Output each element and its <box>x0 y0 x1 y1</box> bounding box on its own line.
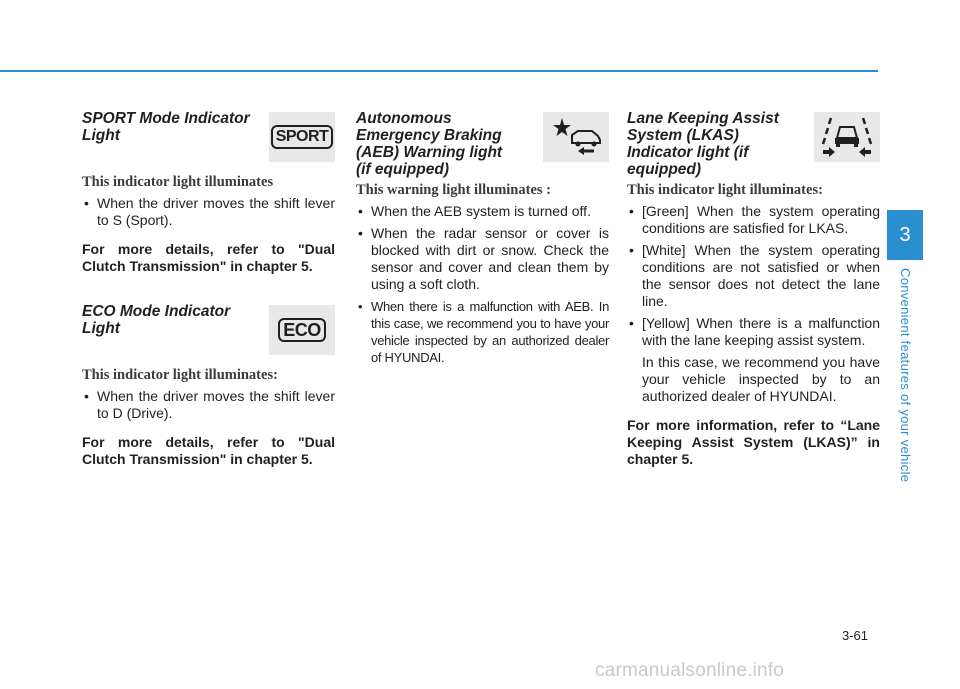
aeb-lead: This warning light illuminates : <box>356 182 551 198</box>
eco-note: For more details, refer to "Dual Clutch Transmission" in chapter 5. <box>82 434 335 467</box>
list-item: • When the driver moves the shift lever to S (Sport). <box>82 195 335 229</box>
list-item: • When the driver moves the shift lever to D (Drive). <box>82 388 335 422</box>
lkas-continuation: In this case, we recommend you have your vehicle inspected by to an authorized dealer of HYUNDAI. <box>642 354 880 404</box>
column-middle <box>356 110 609 371</box>
lkas-car-lanes-icon <box>817 114 877 160</box>
sport-title: SPORT Mode Indicator Light <box>82 110 250 144</box>
list-item: • When the AEB system is turned off. <box>356 203 609 220</box>
lkas-lead: This indicator light illuminates: <box>627 182 823 198</box>
column-right <box>627 110 880 468</box>
list-item: • When there is a malfunction with AEB. In this case, we recommend you to have your vehicle inspected by an authorized dealer of HYUNDAI. <box>356 298 609 366</box>
eco-icon-label: ECO <box>278 318 326 342</box>
chapter-title: Convenient features of your vehicle <box>898 268 913 483</box>
lkas-indicator-icon <box>814 112 880 162</box>
sport-heading <box>82 110 335 166</box>
lkas-title: Lane Keeping Assist System (LKAS) Indicator light (if equipped) <box>627 110 779 178</box>
lkas-heading <box>627 110 880 182</box>
eco-mode-icon <box>269 305 335 355</box>
aeb-warning-icon <box>543 112 609 162</box>
lkas-note: For more information, refer to “Lane Keeping Assist System (LKAS)” in chapter 5. <box>627 417 880 467</box>
column-left <box>82 110 335 468</box>
sport-lead: This indicator light illuminates <box>82 174 274 190</box>
aeb-heading <box>356 110 609 182</box>
aeb-title: Autonomous Emergency Braking (AEB) Warning light (if equipped) <box>356 110 503 178</box>
lkas-list <box>627 203 880 349</box>
list-item: • When the radar sensor or cover is blocked with dirt or snow. Check the sensor and cover and clean them by using a soft cloth. <box>356 225 609 293</box>
eco-heading <box>82 303 335 359</box>
aeb-car-star-icon <box>548 115 604 159</box>
list-item: • [Yellow] When there is a malfunction with the lane keeping assist system. <box>627 315 880 349</box>
list-item: • [Green] When the system operating conditions are satisfied for LKAS. <box>627 203 880 237</box>
page-number: 3-61 <box>842 628 869 643</box>
eco-title: ECO Mode Indicator Light <box>82 303 231 337</box>
sport-note: For more details, refer to "Dual Clutch Transmission" in chapter 5. <box>82 241 335 274</box>
sport-icon-label: SPORT <box>271 125 334 149</box>
aeb-list <box>356 203 609 366</box>
header-rule <box>0 70 878 72</box>
eco-list <box>82 388 335 422</box>
eco-lead: This indicator light illuminates: <box>82 367 278 383</box>
sport-list <box>82 195 335 229</box>
list-item: • [White] When the system operating conditions are not satisfied or when the sensor does not detect the lane line. <box>627 242 880 310</box>
sport-mode-icon <box>269 112 335 162</box>
chapter-tab: 3 <box>887 210 923 260</box>
watermark: carmanualsonline.info <box>595 660 785 681</box>
